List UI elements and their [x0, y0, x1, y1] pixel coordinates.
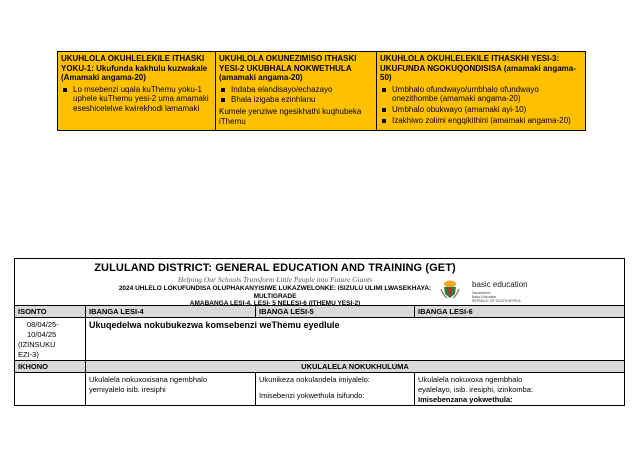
list-item: Lo msebenzi uqala kuThemu yoku-1 uphele kuThemu yesi-2 uma amamaki eseshicelelwe kwirekhodi lamamaki: [73, 85, 212, 114]
coat-of-arms-icon: [439, 279, 461, 300]
task-1-header: UKUHLOLA OKUHLELEKILE ITHASKI YOKU-1: Ukufunda kakhulu kuzwakale (Amamaki angama-20): [61, 54, 208, 83]
plan-title-line: MULTIGRADE: [253, 292, 297, 300]
content-line: yemiyalelo isib. iresiphi: [89, 385, 166, 394]
skill-title: UKULALELA NOKUKHULUMA: [86, 361, 625, 373]
empty-cell: [15, 373, 86, 406]
grade4-header: IBANGA LESI-4: [86, 306, 256, 318]
content-line: Imisebenzi yokwethula isifundo:: [259, 391, 365, 400]
basic-education-logo: [439, 279, 569, 301]
grade5-header: IBANGA LESI-5: [256, 306, 415, 318]
week-header: ISONTO: [15, 306, 86, 318]
grade6-header: IBANGA LESI-6: [415, 306, 625, 318]
skill-label: IKHONO: [15, 361, 86, 373]
grade5-content: [256, 373, 415, 406]
logo-subtext: Basic Education: [472, 295, 497, 299]
list-item: Umbhalo obukwayo (amamaki ayi-10): [392, 105, 582, 115]
content-line: Imisebenzana yokwethula:: [418, 395, 513, 404]
list-item: Izakhiwo zolimi engqikithini (amamaki angama-20): [392, 116, 582, 126]
date-line: 08/04/25-: [27, 320, 59, 329]
week-dates: [15, 318, 86, 361]
plan-title-line: 2024 UHLELO LOKUFUNDISA OLUPHAKANYISIWE LUKAZWELONKE: ISIZULU ULIMI LWASEKHAYA:: [118, 285, 432, 292]
task-1-box: [58, 52, 216, 131]
assessment-tasks-table: [57, 51, 586, 131]
list-item: Indaba elandisayo/echazayo: [231, 85, 373, 95]
list-item: Umbhalo ofundwayo/umbhalo ofundwayo onezithombe (amamaki angama-20): [392, 85, 582, 104]
task-1-list: [61, 85, 212, 114]
task-3-header: UKUHLOLA OKUHLELEKILE ITHASKHI YESI-3: UKUFUNDA NGOKUQONDISISA (amamaki angama-50): [380, 54, 576, 83]
date-line: EZI-3): [18, 350, 39, 359]
logo-brand: basic education: [472, 280, 528, 289]
task-2-header: UKUHLOLA OKUNEZIMISO ITHASKI YESI-2 UKUBHALA NOKWETHULA (amamaki angama-20): [219, 54, 357, 83]
week-instruction: Ukuqedelwa nokubukezwa komsebenzi weThemu eyedlule: [86, 318, 625, 361]
content-line: Ukulalela nokuxoxisana ngembhalo: [89, 375, 207, 384]
teaching-plan-table: [14, 258, 625, 406]
task-3-box: [377, 52, 586, 131]
task-3-list: [380, 85, 582, 125]
task-2-box: [216, 52, 377, 131]
grade6-content: [415, 373, 625, 406]
logo-subtext: REPUBLIC OF SOUTH AFRICA: [472, 299, 521, 303]
content-line: Ukulalela nokuxoxa ngembhalo: [418, 375, 523, 384]
content-line: Ukunikeza nokulandela imiyalelo:: [259, 375, 370, 384]
date-line: (IZINSUKU: [18, 340, 56, 349]
district-title: ZULULAND DISTRICT: GENERAL EDUCATION AND TRAINING (GET): [94, 262, 456, 274]
tagline: Helping Our Schools Transform Little People into Future Giants: [177, 275, 373, 284]
task-2-note: Kumele yenziwe ngesikhathi kuqhubeka iThemu: [219, 106, 362, 126]
content-line: eyalelayo, isib. iresiphi, izinkomba:: [418, 385, 534, 394]
skill-header-row: [15, 361, 625, 373]
week-row: [15, 318, 625, 361]
grade4-content: [86, 373, 256, 406]
list-item: Bhala izigaba ezinhlanu: [231, 95, 373, 105]
skill-content-row: [15, 373, 625, 406]
document-banner: [15, 259, 625, 306]
plan-title-line: AMABANGA LESI-4, LESI- 5 NELESI-6 (ITHEMU YESI-2): [189, 300, 361, 308]
date-line: 10/04/25: [27, 330, 57, 339]
logo-subtext: Department:: [472, 291, 491, 295]
task-2-list: [219, 85, 373, 105]
